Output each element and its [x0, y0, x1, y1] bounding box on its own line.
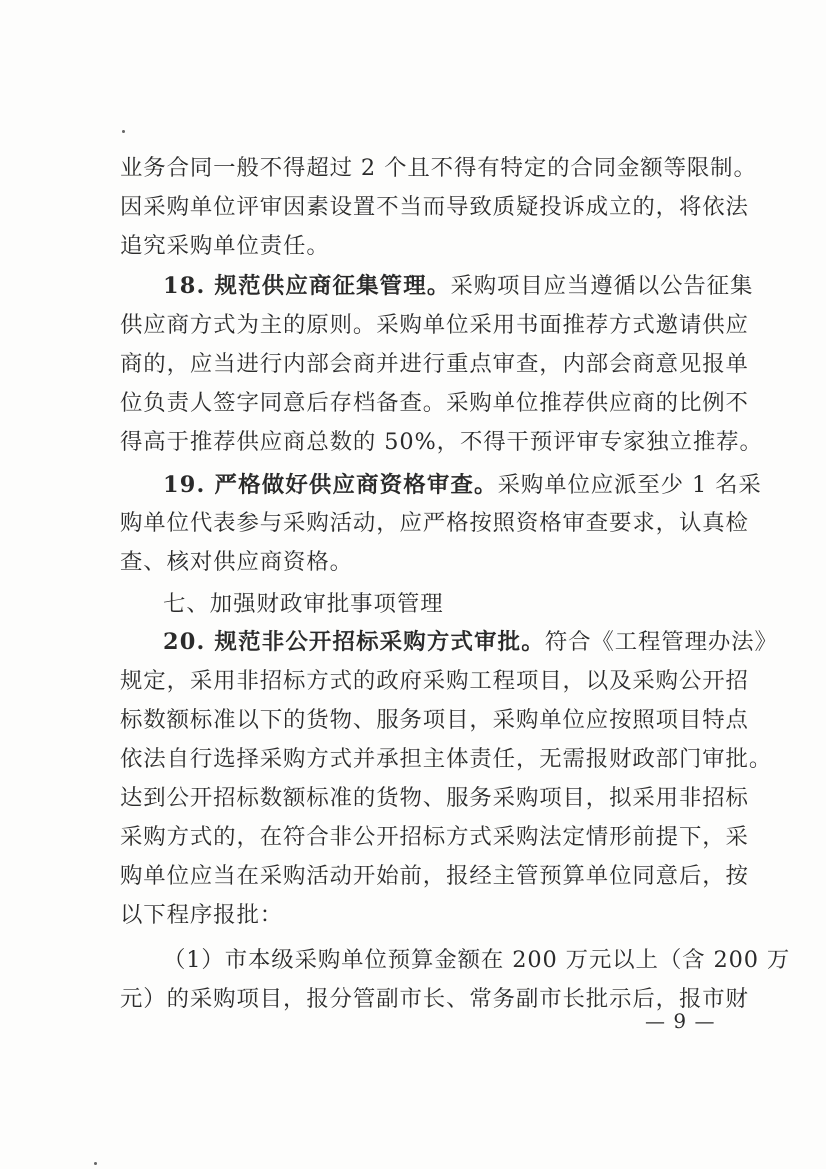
body-line: 以下程序报批：	[120, 902, 284, 928]
body-line: 商的，应当进行内部会商并进行重点审查，内部会商意见报单	[120, 351, 749, 377]
procedure-item-1: （1）市本级采购单位预算金额在 200 万元以上（含 200 万	[163, 947, 791, 973]
clause-18	[163, 271, 754, 301]
body-line: 采购方式的，在符合非公开招标方式采购法定情形前提下，采	[120, 824, 749, 850]
clause-19	[163, 470, 762, 500]
clause-18-title: 18. 规范供应商征集管理。	[163, 273, 451, 299]
clause-20	[163, 627, 778, 657]
body-line: 达到公开招标数额标准的货物、服务采购项目，拟采用非招标	[120, 785, 749, 811]
body-line: 依法自行选择采购方式并承担主体责任，无需报财政部门审批。	[120, 746, 773, 772]
clause-19-text: 采购单位应派至少 1 名采	[497, 472, 762, 498]
body-line: 供应商方式为主的原则。采购单位采用书面推荐方式邀请供应	[120, 312, 749, 338]
scan-speck	[94, 1162, 97, 1165]
clause-20-title: 20. 规范非公开招标采购方式审批。	[163, 629, 545, 655]
body-line: 购单位代表参与采购活动，应严格按照资格审查要求，认真检	[120, 510, 749, 536]
scan-speck	[122, 130, 125, 133]
body-line: 元）的采购项目，报分管副市长、常务副市长批示后，报市财	[120, 986, 749, 1012]
body-line: 查、核对供应商资格。	[120, 549, 353, 575]
body-line: 购单位应当在采购活动开始前，报经主管预算单位同意后，按	[120, 863, 749, 889]
body-line: 标数额标准以下的货物、服务项目，采购单位应按照项目特点	[120, 707, 749, 733]
clause-20-text: 符合《工程管理办法》	[544, 629, 778, 655]
body-line: 得高于推荐供应商总数的 50%，不得干预评审专家独立推荐。	[120, 429, 763, 455]
body-line: 规定，采用非招标方式的政府采购工程项目，以及采购公开招	[120, 668, 749, 694]
clause-19-title: 19. 严格做好供应商资格审查。	[163, 472, 498, 498]
clause-18-text: 采购项目应当遵循以公告征集	[450, 273, 754, 299]
body-line: 因采购单位评审因素设置不当而导致质疑投诉成立的，将依法	[120, 194, 749, 220]
section-heading: 七、加强财政审批事项管理	[163, 591, 444, 617]
body-line: 业务合同一般不得超过 2 个且不得有特定的合同金额等限制。	[120, 155, 757, 181]
body-line: 追究采购单位责任。	[120, 233, 330, 259]
page-number: — 9 —	[645, 1009, 716, 1033]
body-line: 位负责人签字同意后存档备查。采购单位推荐供应商的比例不	[120, 390, 749, 416]
